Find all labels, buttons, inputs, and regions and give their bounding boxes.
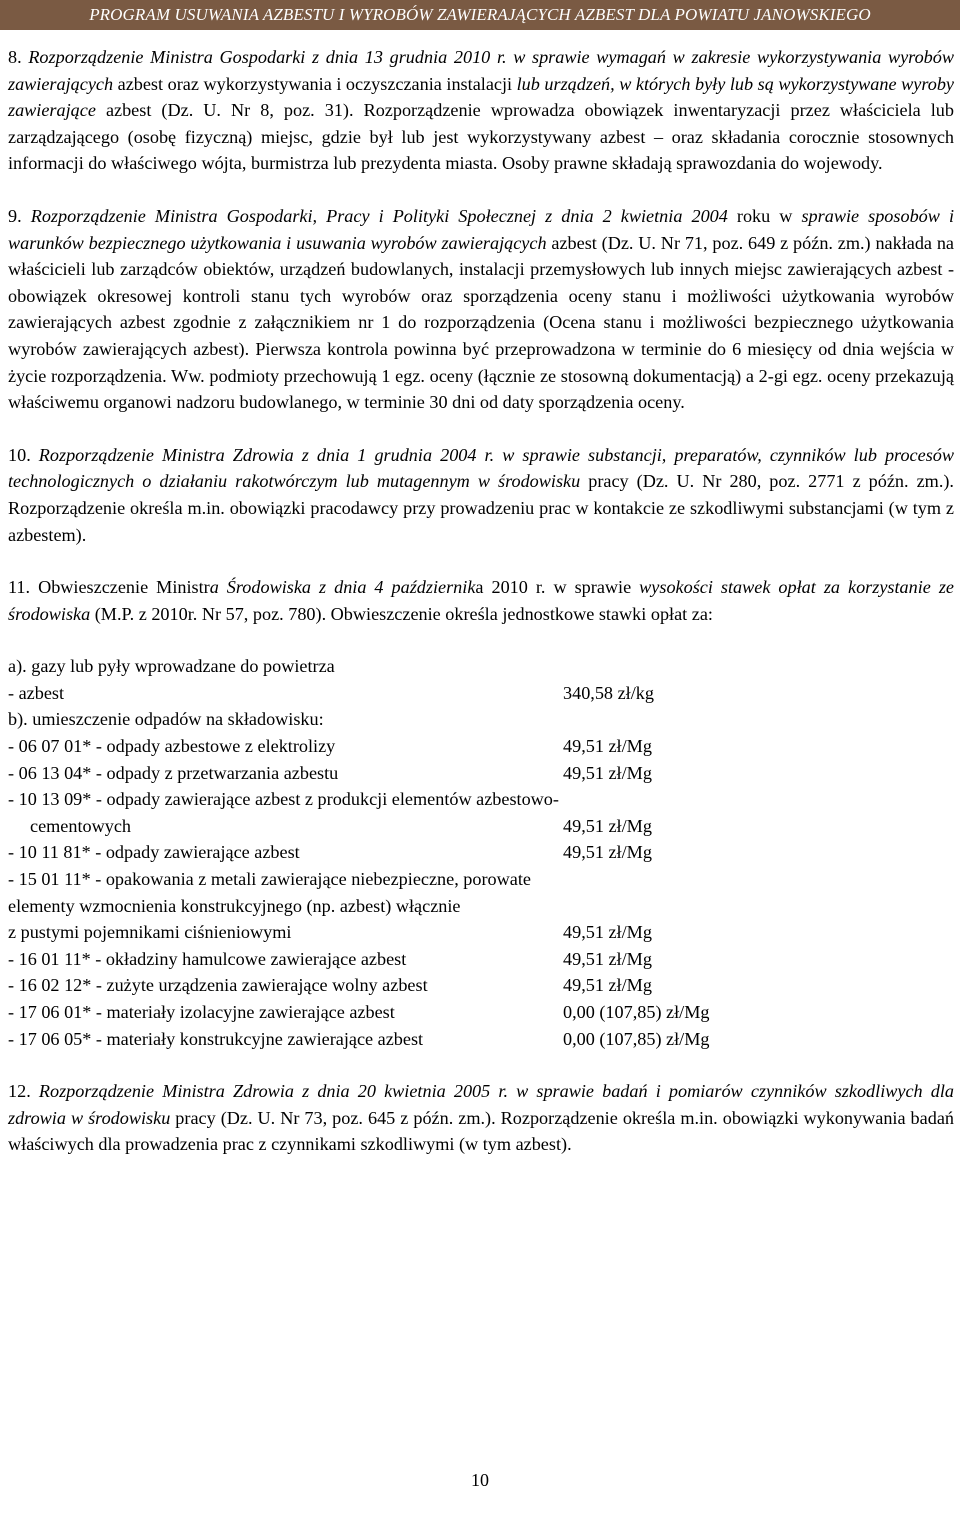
fee-row-label-line: - 15 01 11* - opakowania z metali zawierające niebezpieczne, porowate: [8, 869, 531, 890]
item-12-paragraph: [8, 1078, 954, 1158]
body-text: azbest (Dz. U. Nr 71, poz. 649 z późn. zm.) nakłada na właścicieli lub zarządców obiektów, urządzeń budowlanych, instalacji przemysłowych lub innych miejsc zawierających azbest - obowiązek okresowej kontroli stanu tych wyrobów oraz sporządzenia oceny stanu i możliwości użytkowania wyrobów zawierających azbest zgodnie z załącznikiem nr 1 do rozporządzenia (Ocena stanu i możliwości bezpiecznego użytkowania wyrobów zawierających azbest). Pierwsza kontrola powinna być przeprowadzona w terminie do 6 miesięcy od dnia wejścia w życie rozporządzenia. Ww. podmioty przechowują 1 egz. oceny (łącznie ze stosowną dokumentacją) a 2-gi egz. oceny przekazują właściwemu organowi nadzoru budowlanego, w terminie 30 dni od daty sporządzenia oceny.: [8, 232, 954, 413]
item-9-paragraph: [8, 203, 954, 416]
regulation-title: Rozporządzenie Ministra Gospodarki z dnia 13 grudnia 2010 r. w sprawie wymagań w zakresie wykorzystywania wyrobów zawierających: [8, 47, 954, 94]
fee-row: z pustymi pojemnikami ciśnieniowymi 49,51 zł/Mg: [8, 922, 652, 943]
item-11-paragraph: [8, 574, 954, 627]
fee-row-label-line: - 10 13 09* - odpady zawierające azbest z produkcji elementów azbestowo-: [8, 789, 559, 810]
body-text: pracy (Dz. U. Nr 73, poz. 645 z późn. zm.). Rozporządzenie określa m.in. obowiązki wykonywania badań właściwych dla prowadzenia prac z czynnikami szkodliwymi (w tym azbest).: [8, 1107, 954, 1155]
body-text: a 2010 r. w sprawie: [475, 577, 640, 598]
item-number: 8.: [8, 47, 29, 67]
fee-row-label-line: elementy wzmocnienia konstrukcyjnego (np. azbest) włącznie: [8, 895, 461, 916]
regulation-title: wysokości stawek opłat za korzystanie ze środowiska: [8, 577, 954, 624]
body-text: 11. Obwieszczenie Ministr: [8, 577, 210, 598]
fee-row: - 16 02 12* - zużyte urządzenia zawierające wolny azbest 49,51 zł/Mg: [8, 975, 652, 996]
fee-row: - 10 11 81* - odpady zawierające azbest 49,51 zł/Mg: [8, 842, 652, 863]
regulation-title: sprawie sposobów i warunków bezpiecznego użytkowania i usuwania wyrobów zawierających: [8, 205, 954, 253]
fee-list: [8, 653, 954, 1052]
item-8-paragraph: [8, 44, 954, 177]
fee-row: - 06 07 01* - odpady azbestowe z elektrolizy 49,51 zł/Mg: [8, 736, 652, 757]
regulation-title: lub urządzeń, w których były lub są wykorzystywane wyroby zawierające: [8, 73, 954, 121]
fee-row: - 06 13 04* - odpady z przetwarzania azbestu 49,51 zł/Mg: [8, 762, 652, 783]
regulation-title: Rozporządzenie Ministra Zdrowia z dnia 1 grudnia 2004 r. w sprawie substancji, preparatów, czynników lub procesów technologicznych o działaniu rakotwórczym lub mutagennym w środowisku: [8, 444, 955, 492]
page-content: [8, 44, 954, 1158]
fee-row: - azbest 340,58 zł/kg: [8, 682, 654, 703]
body-text: azbest oraz wykorzystywania i oczyszczania instalacji: [113, 73, 517, 94]
item-number: 9.: [8, 205, 31, 226]
fee-row: cementowych 49,51 zł/Mg: [30, 815, 652, 836]
item-10-paragraph: [8, 442, 954, 548]
fee-row: - 17 06 05* - materiały konstrukcyjne zawierające azbest 0,00 (107,85) zł/Mg: [8, 1028, 710, 1049]
regulation-title: a Środowiska z dnia 4 październik: [209, 577, 476, 598]
fee-section-title: a). gazy lub pyły wprowadzane do powietrza: [8, 656, 335, 677]
page-number: 10: [471, 1470, 489, 1490]
item-number: 10.: [8, 444, 39, 465]
item-number: 12.: [8, 1081, 39, 1102]
regulation-title: Rozporządzenie Ministra Zdrowia z dnia 20 kwietnia 2005 r. w sprawie badań i pomiarów czynników szkodliwych dla zdrowia w środowisku: [8, 1081, 954, 1128]
body-text: azbest (Dz. U. Nr 8, poz. 31). Rozporządzenie wprowadza obowiązek inwentaryzacji przez właściciela lub zarządzającego (osobę fizyczną) miejsc, gdzie był lub jest wykorzystywany azbest – oraz składania corocznie stosownych informacji do właściwego wójta, burmistrza lub prezydenta miasta. Osoby prawne składają sprawozdania do wojewody.: [8, 100, 954, 174]
fee-section-title: b). umieszczenie odpadów na składowisku:: [8, 709, 324, 730]
running-header: PROGRAM USUWANIA AZBESTU I WYROBÓW ZAWIERAJĄCYCH AZBEST DLA POWIATU JANOWSKIEGO: [0, 0, 960, 30]
body-text: roku w: [727, 205, 802, 226]
regulation-title: Rozporządzenie Ministra Gospodarki, Pracy i Polityki Społecznej z dnia 2 kwietnia 2004: [30, 205, 728, 226]
fee-row: - 16 01 11* - okładziny hamulcowe zawierające azbest 49,51 zł/Mg: [8, 948, 652, 969]
fee-row: - 17 06 01* - materiały izolacyjne zawierające azbest 0,00 (107,85) zł/Mg: [8, 1002, 710, 1022]
body-text: pracy (Dz. U. Nr 280, poz. 2771 z późn. zm.). Rozporządzenie określa m.in. obowiązki pracodawcy przy prowadzeniu prac w kontakcie ze szkodliwymi substancjami (w tym z azbestem).: [8, 471, 954, 545]
body-text: (M.P. z 2010r. Nr 57, poz. 780). Obwieszczenie określa jednostkowe stawki opłat za:: [90, 603, 713, 624]
